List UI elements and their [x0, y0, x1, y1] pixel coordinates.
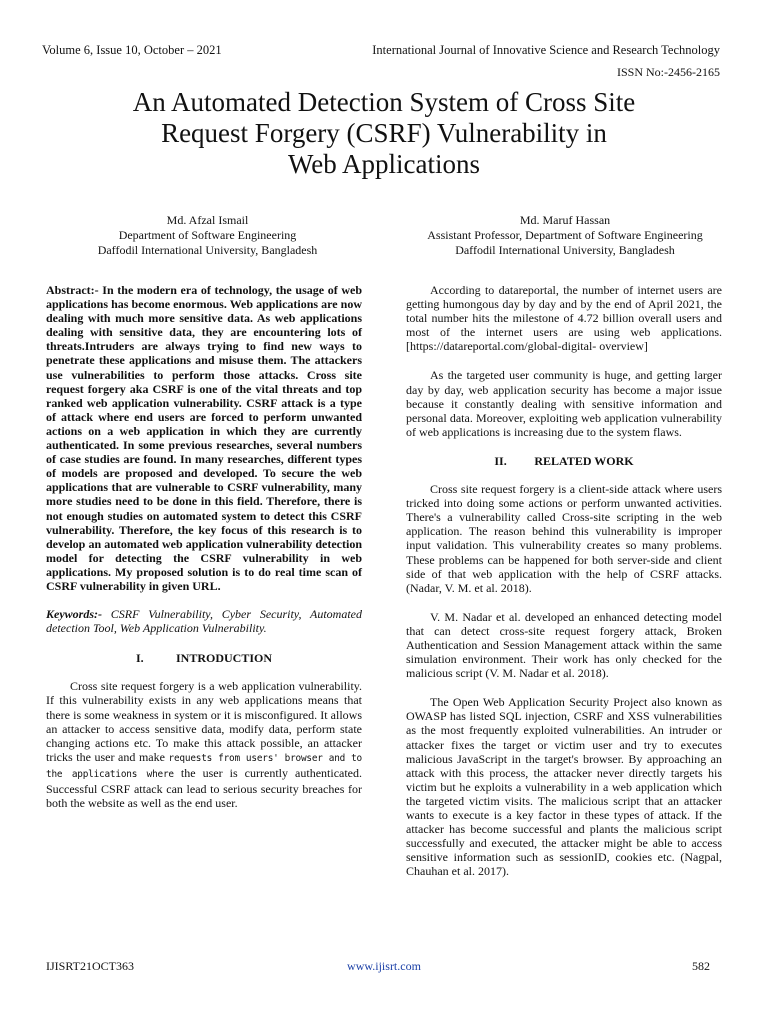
right-column — [406, 283, 722, 878]
section-title: RELATED WORK — [534, 453, 634, 468]
title-line: Request Forgery (CSRF) Vulnerability in — [161, 118, 607, 148]
body-paragraph: The Open Web Application Security Project also known as OWASP has listed SQL injection, CSRF and XSS vulnerabilities as the most frequently exploited vulnerabilities. An intruder or attacker fixes the target or victim user and try to executes malicious JavaScript in the target's browser. By approaching an attack with this process, the attacker never directly targets his victim but he exploits a vulnerability in a web application which the targeted victim visits. The malicious script that an attacker wants to execute is a key factor in these types of attack. If the attacker has become successful and plants the malicious script successfully and executed, the attacker might be able to access sensitive information such as sessionID, cookies etc. (Nagpal, Chauhan et al. 2017). — [406, 695, 722, 879]
body-paragraph: According to datareportal, the number of internet users are getting humongous day by day and by the end of April 2021, the total number hits the milestone of 4.72 billion overall users and most of the internet users are using web applications.[https://datareportal.com/global-digital- overview] — [406, 283, 722, 354]
title-line: An Automated Detection System of Cross Site — [132, 87, 636, 117]
author-department: Department of Software Engineering — [118, 228, 297, 242]
paragraph-text-monospace: requests from users' browser and to the applications where — [46, 752, 363, 780]
paragraph-text: the user is currently authenticated. Successful CSRF attack can lead to serious security breaches for both the website as well as the end user. — [46, 765, 363, 811]
keywords — [46, 607, 362, 635]
body-paragraph: As the targeted user community is huge, and getting larger day by day, web application security has become a major issue because it constantly dealing with sensitive information and personal data. Moreover, exploiting web application vulnerability of web applications is increasing due to the system flaws. — [406, 368, 722, 439]
author-affiliation: Daffodil International University, Bangladesh — [455, 243, 675, 257]
body-paragraph: Cross site request forgery is a client-side attack where users tricked into doing some actions or perform unwanted activities. There's a vulnerability called Cross-site scripting in the web application. The reason behind this vulnerability is improper input validation. This vulnerability creates so many problems. These problems can be happened for both server-side and client side of that web application with the help of CSRF attacks. (Nadar, V. M. et al. 2018). — [406, 482, 722, 595]
author-block — [40, 213, 375, 258]
title-line: Web Applications — [287, 149, 481, 179]
section-number: II. — [494, 453, 507, 468]
abstract-label: Abstract:- — [46, 283, 103, 297]
footer-paper-id: IJISRT21OCT363 — [46, 959, 134, 973]
author-name: Md. Maruf Hassan — [519, 213, 611, 227]
section-number: I. — [135, 651, 144, 666]
author-block — [395, 213, 735, 258]
keywords-text: CSRF Vulnerability, Cyber Security, Automated detection Tool, Web Application Vulnerability. — [46, 607, 363, 636]
footer-website-link[interactable]: www.ijisrt.com — [347, 959, 421, 973]
author-department: Assistant Professor, Department of Software Engineering — [427, 228, 703, 242]
author-affiliation: Daffodil International University, Bangladesh — [97, 243, 318, 257]
section-heading-introduction — [46, 651, 362, 665]
abstract-text: In the modern era of technology, the usage of web applications has become enormous. Web applications are now dealing with much more sensitive data. As web applications dealing with sensitive data, they are encountering lots of threats.Intruders are always trying to find new ways to penetrate these applications and misuse them. The attackers use vulnerabilities to perform those attacks. Cross site request forgery aka CSRF is one of the vital threats and top ranked web application vulnerability. CSRF attack is a type of attack where end users are forced to perform unwanted actions on a web application in which they are currently authenticated. In some previous researches, several numbers of case studies are found. In many researches, different types of models are proposed and developed. To secure the web applications that are vulnerable to CSRF vulnerability, many more studies need to be done in this field. Therefore, there is not enough studies on automated system to detect this CSRF vulnerability. Therefore, the key focus of this research is to develop an automated web application vulnerability detection model for detecting the CSRF vulnerability in web applications. My proposed solution is to do real time scan of CSRF vulnerability in given URL. — [46, 283, 363, 593]
section-title: INTRODUCTION — [175, 651, 272, 666]
journal-issn: ISSN No:-2456-2165 — [616, 65, 720, 79]
journal-name: International Journal of Innovative Science and Research Technology — [372, 43, 720, 57]
paper-title — [60, 87, 708, 180]
keywords-label: Keywords:- — [46, 607, 111, 622]
paragraph-text: Cross site request forgery is a web application vulnerability. If this vulnerability exists in any web applications means that there is some weakness in system or it is misconfigured. It allows an attacker to access sensitive data, modify data, perform state changing actions etc. To make this attack possible, an attacker tricks the user and make — [46, 679, 362, 764]
footer-page-number: 582 — [692, 959, 710, 973]
left-column — [46, 283, 362, 810]
introduction-paragraph — [46, 679, 362, 810]
abstract — [46, 283, 362, 593]
author-name: Md. Afzal Ismail — [166, 213, 249, 227]
body-paragraph: V. M. Nadar et al. developed an enhanced detecting model that can detect cross-site request forgery attack, Broken Authentication and Session Management attack within the same simulation environment. Their work has only checked for the malicious script (V. M. Nadar et al. 2018). — [406, 609, 722, 681]
journal-volume: Volume 6, Issue 10, October – 2021 — [42, 43, 222, 57]
section-heading-related-work — [406, 454, 722, 468]
